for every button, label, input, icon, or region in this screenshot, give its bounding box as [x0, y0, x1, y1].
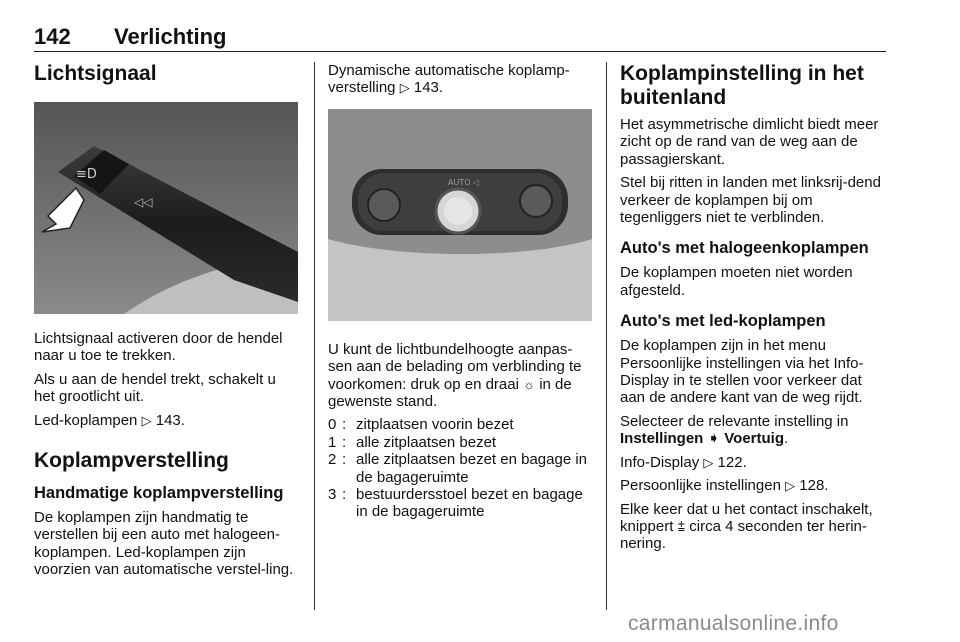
paragraph: Lichtsignaal activeren door de hendel naar u toe te trekken.: [34, 330, 283, 365]
headlight-range-icon: ☼: [523, 376, 536, 392]
paragraph: Selecteer de relevante instelling in Instellingen ➧ Voertuig.: [620, 412, 849, 448]
light-lever-illustration: [34, 102, 298, 314]
section-heading-lichtsignaal: Lichtsignaal: [34, 62, 157, 85]
paragraph: De koplampen zijn in het menu Persoonlijke instellingen via het Info-Display in te stellen voor verkeer dat aan de andere kant van de weg rijdt.: [620, 337, 864, 407]
paragraph: U kunt de lichtbundelhoogte aanpas-sen aan de belading om verblinding te voorkomen: druk op en draai ☼ in de gewenste stand.: [328, 340, 582, 411]
figure-headlight-control: [328, 109, 592, 321]
paragraph: Led-koplampen ▷ 143.: [34, 411, 185, 429]
subheading-handmatig: Handmatige koplampverstelling: [34, 484, 284, 503]
paragraph: Het asymmetrische dimlicht biedt meer zicht op de rand van de weg aan de passagierskant.: [620, 116, 879, 168]
svg-text:AUTO ◁: AUTO ◁: [448, 177, 480, 187]
load-setting-list: [328, 416, 592, 520]
list-item: 2 : alle zitplaatsen bezet en bagage in de bagageruimte: [328, 451, 588, 486]
list-item: 0 : zitplaatsen voorin bezet: [328, 416, 514, 434]
subheading-led: Auto's met led-koplampen: [620, 312, 826, 331]
paragraph: Stel bij ritten in landen met linksrij-dend verkeer de koplampen bij om tegenliggers niet te verblinden.: [620, 174, 881, 227]
section-heading-koplampverstelling: Koplampverstelling: [34, 449, 229, 473]
column-2: [328, 62, 592, 521]
page-ref-icon: ▷: [141, 412, 152, 428]
figure-light-lever: [34, 102, 298, 314]
paragraph: Elke keer dat u het contact inschakelt, knippert ⩲ circa 4 seconden ter herin-nering.: [620, 500, 873, 553]
page-header: [34, 24, 886, 52]
paragraph: De koplampen moeten niet worden afgesteld.: [620, 264, 853, 299]
svg-text:◁◁: ◁◁: [134, 195, 153, 209]
paragraph: Als u aan de hendel trekt, schakelt u het grootlicht uit.: [34, 370, 276, 406]
watermark: carmanualsonline.info: [628, 612, 839, 635]
list-item: 1 : alle zitplaatsen bezet: [328, 433, 497, 451]
paragraph: Info-Display ▷ 122.: [620, 453, 747, 471]
column-divider: [606, 62, 607, 610]
section-heading-buitenland: Koplampinstelling in het buitenland: [620, 62, 864, 109]
paragraph: Persoonlijke instellingen ▷ 128.: [620, 477, 829, 495]
page-ref-icon: ▷: [785, 478, 796, 494]
paragraph: Dynamische automatische koplamp-verstelling ▷ 143.: [328, 62, 570, 97]
section-title: Verlichting: [114, 24, 227, 49]
headlight-control-illustration: [328, 109, 592, 321]
page-ref-icon: ▷: [399, 80, 410, 96]
page-number: 142: [34, 24, 71, 49]
column-divider: [314, 62, 315, 610]
svg-text:≡D: ≡D: [76, 167, 97, 182]
subheading-halogeen: Auto's met halogeenkoplampen: [620, 239, 869, 258]
column-1: [34, 62, 300, 585]
paragraph: De koplampen zijn handmatig te verstellen bij een auto met halogeen-koplampen. Led-koplampen zijn voorzien van automatische verstel-ling.: [34, 509, 294, 579]
list-item: 3 : bestuurdersstoel bezet en bagage in de bagageruimte: [328, 486, 583, 521]
column-3: [620, 62, 888, 559]
page-ref-icon: ▷: [703, 454, 714, 470]
arrow-right-icon: ➧: [707, 430, 721, 448]
headlight-indicator-icon: ⩲: [677, 518, 686, 534]
